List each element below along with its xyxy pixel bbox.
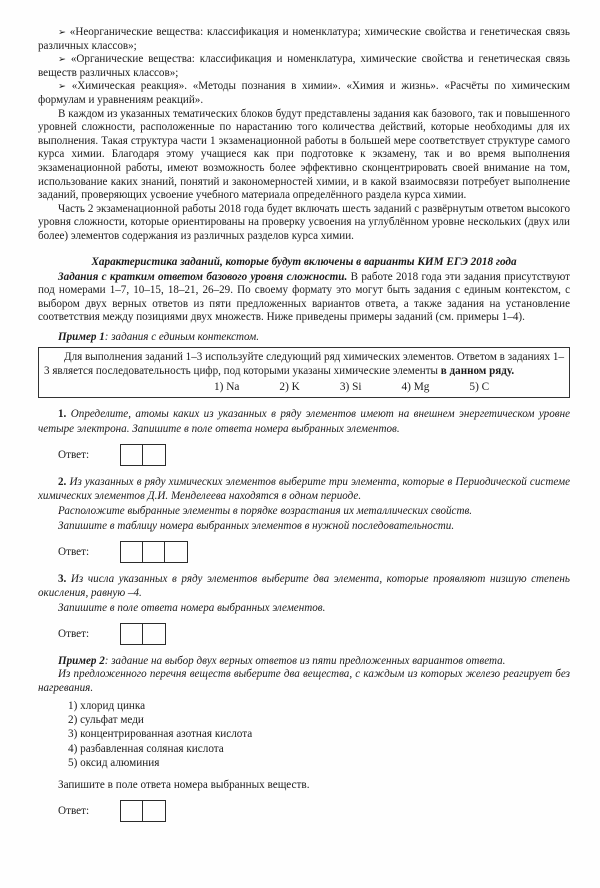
example-2-answer-row	[58, 800, 570, 822]
element-option: 4) Mg	[401, 381, 430, 394]
answer-input-grid[interactable]	[120, 541, 188, 563]
task-3-number: 3.	[58, 573, 67, 586]
element-option: 2) K	[279, 381, 300, 394]
brief-answer-rest: В работе 2018 года эти задания присутствуют под номерами 1–7, 10–15, 18–21, 26–29. По своему формату это могут быть задания с единым контекстом, с выбором двух верных ответов из пяти предложенных вариантов ответа, а также задания на установление соответствия между позициями двух множеств. Ниже приведены примеры заданий (см. примеры 1–4).	[38, 270, 570, 324]
arrow-bullet-icon: ➢	[58, 27, 66, 38]
task-1-text: Определите, атомы каких из указанных в ряду элементов имеют на внешнем энергетическом уровне четыре электрона. Запишите в поле ответа номера выбранных элементов.	[38, 408, 570, 435]
task-3-subline-1: Запишите в поле ответа номера выбранных элементов.	[58, 602, 326, 615]
example-2-prompt: Из предложенного перечня веществ выберите два вещества, с каждым из которых железо реагирует без нагревания.	[38, 668, 570, 694]
answer-input-grid[interactable]	[120, 623, 166, 645]
body-paragraph-1: В каждом из указанных тематических блоков будут представлены задания как базового, так и повышенного уровней сложности, расположенные по нарастанию того количества действий, которые необходимы для их выполнения. Такая структура части 1 экзаменационной работы в большей мере соответствует структуре самого курса химии. Благодаря этому учащиеся как при подготовке к экзамену, так и во время выполнения экзаменационной работы, имеют возможность более эффективно сконцентрировать своей внимание на том, использование каких знаний, понятий и закономерностей химии, и в какой взаимосвязи потребует выполнение заданий, проверяющих усвоение учебного материала определённого раздела курса химии.	[38, 107, 570, 202]
answer-cell[interactable]	[143, 445, 165, 465]
option-item: 1) хлорид цинка	[68, 699, 146, 712]
bullet-item	[38, 80, 570, 107]
task-2-number: 2.	[58, 475, 67, 488]
task-2-subline-1: Расположите выбранные элементы в порядке возрастания их металлических свойств.	[58, 504, 473, 517]
task-2-answer-row	[58, 541, 570, 563]
task-1-statement	[38, 407, 570, 435]
task-2-statement	[38, 475, 570, 503]
element-option: 5) C	[469, 381, 490, 394]
answer-cell[interactable]	[121, 801, 143, 821]
answer-input-grid[interactable]	[120, 800, 166, 822]
example-1-label	[38, 330, 570, 344]
body-paragraph-2: Часть 2 экзаменационной работы 2018 года будет включать шесть заданий с развёрнутым ответом высокого уровня сложности, которые ориентированы на проверку усвоения на углублённом уровне нескольких (двух или более) элементов содержания из различных разделов курса химии.	[38, 202, 570, 242]
bullet-item-text: «Неорганические вещества: классификация и номенклатура; химические свойства и генетическая связь различных классов»;	[38, 26, 570, 52]
answer-cell[interactable]	[165, 542, 187, 562]
option-item: 2) сульфат меди	[68, 713, 144, 726]
example-2-option-list	[38, 699, 570, 771]
brief-answer-lead: Задания с кратким ответом базового уровня сложности.	[58, 270, 348, 283]
answer-cell[interactable]	[143, 801, 165, 821]
bullet-item-text: «Химическая реакция». «Методы познания в химии». «Химия и жизнь». «Расчёты по химическим формулам и уравнениям реакций».	[38, 80, 570, 106]
context-box-text-main: Для выполнения заданий 1–3 используйте следующий ряд химических элементов. Ответом в заданиях 1–3 является последовательность цифр, под которыми указаны химические элементы	[44, 350, 564, 377]
example-2-label	[38, 654, 570, 668]
arrow-bullet-icon: ➢	[58, 81, 66, 93]
chemical-elements-row	[44, 380, 564, 395]
option-item: 5) оксид алюминия	[68, 757, 160, 770]
task-2-text: Из указанных в ряду химических элементов выберите три элемента, которые в Периодической системе химических элементов Д.И. Менделеева находятся в одном периоде.	[38, 475, 570, 502]
answer-label: Ответ:	[58, 546, 90, 559]
answer-label: Ответ:	[58, 628, 90, 641]
answer-input-grid[interactable]	[120, 444, 166, 466]
arrow-bullet-icon: ➢	[58, 54, 66, 66]
example-2-label-bold: Пример 2	[58, 655, 105, 668]
task-1	[38, 407, 570, 465]
bullet-item-text: «Органические вещества: классификация и номенклатура, химические свойства и генетическая связь веществ различных классов»;	[38, 53, 570, 79]
bullet-item	[38, 53, 570, 80]
element-option: 1) Na	[214, 381, 240, 394]
task-3	[38, 572, 570, 645]
answer-cell[interactable]	[121, 624, 143, 644]
element-option: 3) Si	[339, 381, 362, 394]
bullet-item	[38, 26, 570, 53]
intro-bullet-list	[38, 26, 570, 108]
answer-cell[interactable]	[143, 624, 165, 644]
example-1-label-bold: Пример 1	[58, 330, 105, 343]
option-item: 3) концентрированная азотная кислота	[68, 728, 253, 741]
section-heading: Характеристика заданий, которые будут включены в варианты КИМ ЕГЭ 2018 года	[91, 255, 517, 268]
answer-cell[interactable]	[121, 445, 143, 465]
task-1-answer-row	[58, 444, 570, 466]
example-1-label-rest: : задания с единым контекстом.	[104, 330, 260, 343]
task-3-text: Из числа указанных в ряду элементов выберите два элемента, которые проявляют низшую степень окисления, равную –4.	[38, 573, 570, 600]
answer-label: Ответ:	[58, 448, 90, 461]
answer-label: Ответ:	[58, 804, 90, 817]
task-2-subline-2: Запишите в таблицу номера выбранных элементов в нужной последовательности.	[58, 519, 455, 532]
task-3-answer-row	[58, 623, 570, 645]
task-1-number: 1.	[58, 408, 67, 421]
answer-cell[interactable]	[121, 542, 143, 562]
example-2-closing-instruction: Запишите в поле ответа номера выбранных веществ.	[58, 778, 310, 791]
brief-answer-paragraph	[38, 271, 570, 325]
example-2-label-rest: : задание на выбор двух верных ответов из пяти предложенных вариантов ответа.	[104, 655, 506, 668]
option-item: 4) разбавленная соляная кислота	[68, 742, 224, 755]
context-box-text	[44, 351, 564, 379]
example-2	[38, 654, 570, 821]
task-2	[38, 475, 570, 563]
task-3-statement	[38, 572, 570, 600]
context-box-text-bold: в данном ряду.	[440, 364, 515, 377]
example-1-context-box	[38, 347, 570, 399]
page-content	[38, 26, 570, 822]
answer-cell[interactable]	[143, 542, 165, 562]
